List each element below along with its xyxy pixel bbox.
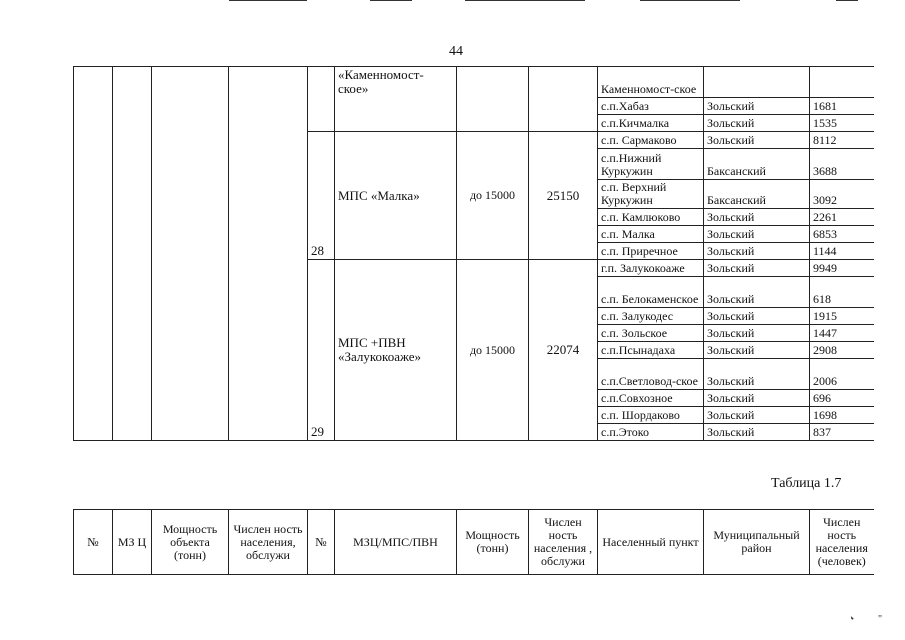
settlement-population: 2261: [810, 209, 874, 226]
settlement-name: с.п. Залукодес: [598, 308, 704, 325]
settlement-population: 1144: [810, 243, 874, 260]
settlement-name: с.п.Псынадаха: [598, 342, 704, 359]
header-table: [73, 509, 874, 575]
header-cell: Населенный пункт: [598, 510, 704, 575]
header-rule-1: [229, 0, 307, 1]
settlement-population: 8112: [810, 132, 874, 149]
settlement-population: 6853: [810, 226, 874, 243]
settlement-population: 696: [810, 390, 874, 407]
group-name: «Каменномост-ское»: [335, 67, 457, 132]
header-rule-5: [836, 0, 858, 1]
settlement-district: Зольский: [704, 390, 810, 407]
settlement-district: Зольский: [704, 226, 810, 243]
settlement-name: с.п.Нижний Куркужин: [598, 149, 704, 180]
settlement-district: Зольский: [704, 325, 810, 342]
settlement-district: Зольский: [704, 132, 810, 149]
group-name: МПС «Малка»: [335, 132, 457, 260]
settlement-name: с.п.Хабаз: [598, 98, 704, 115]
table-caption: Таблица 1.7: [771, 476, 842, 491]
col-capacity-cell: [152, 67, 229, 441]
settlement-district: Зольский: [704, 359, 810, 390]
settlement-population: 1681: [810, 98, 874, 115]
settlement-name: с.п. Малка: [598, 226, 704, 243]
settlement-district: Зольский: [704, 115, 810, 132]
group-number: 29: [308, 260, 335, 441]
header-cell: Мощность (тонн): [457, 510, 529, 575]
settlement-district: Баксанский: [704, 149, 810, 180]
header-rule-4: [640, 0, 740, 1]
settlement-name: с.п. Белокаменское: [598, 277, 704, 308]
settlement-name: с.п.Совхозное: [598, 390, 704, 407]
settlement-name: Каменномост-ское: [598, 67, 704, 98]
settlement-district: Зольский: [704, 277, 810, 308]
settlement-district: [704, 67, 810, 98]
header-rule-2: [370, 0, 412, 1]
group-number: [308, 67, 335, 132]
settlement-population: 837: [810, 424, 874, 441]
header-cell: Числен ность населения, обслужи: [229, 510, 308, 575]
settlement-population: 618: [810, 277, 874, 308]
group-number: 28: [308, 132, 335, 260]
header-cell: Числен ность населения (человек): [810, 510, 874, 575]
col-mzc-cell: [113, 67, 152, 441]
settlement-name: с.п. Зольское: [598, 325, 704, 342]
settlement-district: Зольский: [704, 407, 810, 424]
header-rule-3: [465, 0, 585, 1]
settlement-name: с.п.Кичмалка: [598, 115, 704, 132]
settlement-population: 3688: [810, 149, 874, 180]
settlement-district: Зольский: [704, 209, 810, 226]
settlement-population: 1698: [810, 407, 874, 424]
settlement-name: с.п. Шордаково: [598, 407, 704, 424]
settlement-district: Зольский: [704, 342, 810, 359]
header-cell: №: [308, 510, 335, 575]
settlement-name: с.п.Этоко: [598, 424, 704, 441]
settlement-district: Зольский: [704, 98, 810, 115]
page-number: 44: [449, 44, 463, 59]
group-capacity: до 15000: [457, 260, 529, 441]
table-header-row: [74, 510, 874, 575]
settlement-district: Зольский: [704, 243, 810, 260]
settlement-name: с.п. Сармаково: [598, 132, 704, 149]
settlement-name: с.п.Светловод-ское: [598, 359, 704, 390]
settlement-population: 2006: [810, 359, 874, 390]
col-no-cell: [74, 67, 113, 441]
header-cell: МЗЦ/МПС/ПВН: [335, 510, 457, 575]
scan-mark: ": [878, 614, 883, 625]
settlement-population: [810, 67, 874, 98]
scan-mark: ❛: [849, 615, 859, 626]
settlement-population: 9949: [810, 260, 874, 277]
header-cell: МЗ Ц: [113, 510, 152, 575]
group-population: 25150: [529, 132, 598, 260]
settlement-name: г.п. Залукокоаже: [598, 260, 704, 277]
group-name: МПС +ПВН «Залукокоаже»: [335, 260, 457, 441]
group-capacity: [457, 67, 529, 132]
settlement-population: 1915: [810, 308, 874, 325]
settlement-population: 2908: [810, 342, 874, 359]
settlement-population: 1447: [810, 325, 874, 342]
settlement-name: с.п. Приречное: [598, 243, 704, 260]
header-cell: Числен ность населения , обслужи: [529, 510, 598, 575]
settlement-district: Зольский: [704, 424, 810, 441]
settlement-population: 3092: [810, 180, 874, 209]
settlement-population: 1535: [810, 115, 874, 132]
header-cell: Муниципальный район: [704, 510, 810, 575]
group-population: 22074: [529, 260, 598, 441]
col-population-cell: [229, 67, 308, 441]
group-capacity: до 15000: [457, 132, 529, 260]
settlements-table: [73, 66, 874, 441]
header-cell: Мощность объекта (тонн): [152, 510, 229, 575]
settlement-district: Зольский: [704, 260, 810, 277]
settlement-name: с.п. Верхний Куркужин: [598, 180, 704, 209]
settlement-district: Баксанский: [704, 180, 810, 209]
group-population: [529, 67, 598, 132]
settlement-district: Зольский: [704, 308, 810, 325]
table-row: [74, 67, 874, 98]
settlement-name: с.п. Камлюково: [598, 209, 704, 226]
header-cell: №: [74, 510, 113, 575]
